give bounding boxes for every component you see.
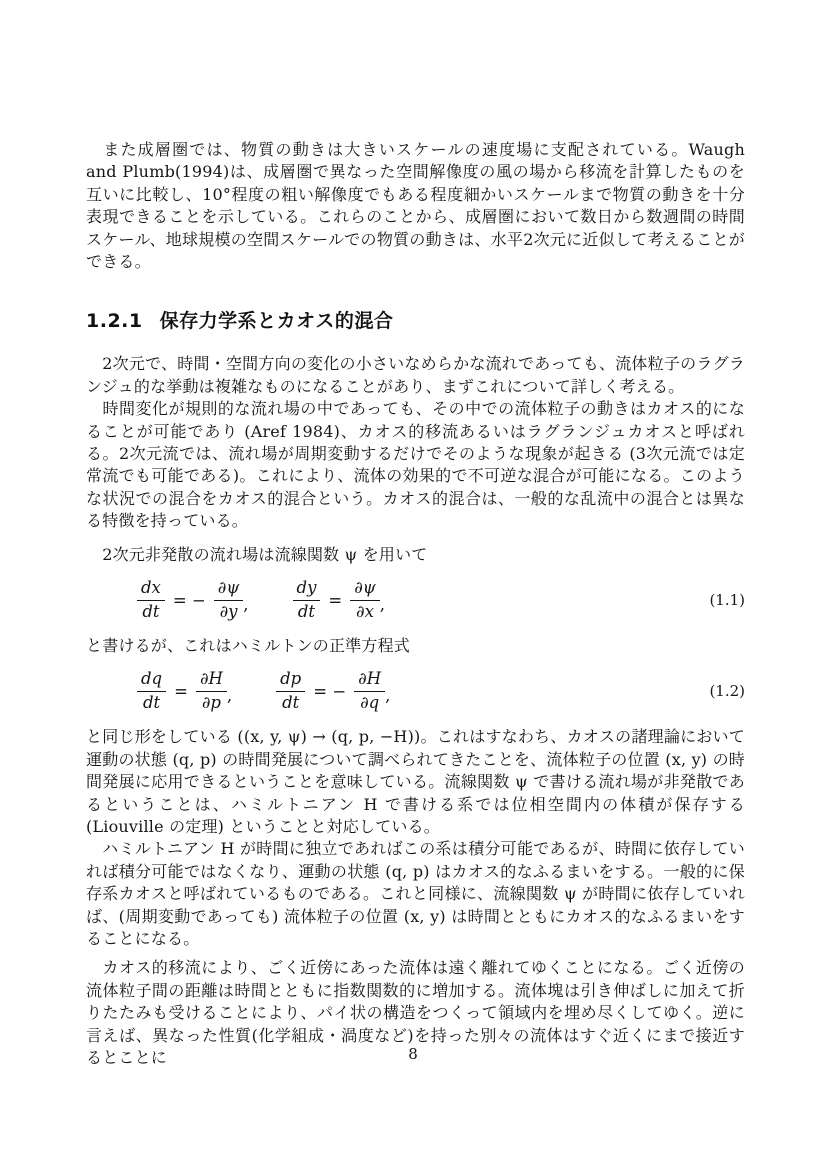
comma: ,	[385, 686, 391, 706]
fraction-denominator: ∂p	[201, 692, 221, 712]
fraction-dp-dt	[276, 670, 305, 712]
fraction-numerator: ∂ψ	[214, 579, 243, 600]
fraction-dx-dt	[137, 579, 165, 621]
paragraph-conservative-chaos: ハミルトニアン H が時間に独立であればこの系は積分可能であるが、時間に依存していれば積分可能ではなくなり、運動の状態 (q, p) はカオス的なふるまいをする。一般的に保存系カオスと呼ばれているものである。これと同様に、流線関数 ψ が時間に依存していれば、(周期変動であっても) 流体粒子の位置 (x, y) は時間とともにカオス的なふるまいをすることになる。	[86, 839, 745, 949]
paragraph-hamilton-canonical-intro: と書けるが、これはハミルトンの正準方程式	[86, 636, 411, 656]
equation-1-2	[86, 670, 745, 712]
fraction-numerator: dp	[276, 670, 305, 691]
equation-1-1	[86, 579, 745, 621]
equation-1-1-body	[137, 579, 385, 621]
page-number: 8	[408, 1045, 418, 1063]
fraction-numerator: ∂H	[354, 670, 385, 691]
equals-minus-sign: = −	[313, 681, 347, 701]
section-number: 1.2.1	[86, 310, 143, 333]
fraction-denominator: dt	[282, 692, 300, 712]
fraction-numerator: dq	[137, 670, 166, 691]
equals-sign: =	[174, 681, 188, 701]
fraction-dpsi-dx	[350, 579, 379, 621]
fraction-dH-dq	[354, 670, 385, 712]
paragraph-stratosphere-advection: また成層圏では、物質の動きは大きいスケールの速度場に支配されている。Waugh and Plumb(1994)は、成層圏で異なった空間解像度の風の場から移流を計算したものを互いに比較し、10°程度の粗い解像度でもある程度細かいスケールまで物質の動きを十分表現できることを示している。これらのことから、成層圏において数日から数週間の時間スケール、地球規模の空間スケールでの物質の動きは、水平2次元に近似して考えることができる。	[86, 140, 745, 272]
equation-number-1-1: (1.1)	[709, 591, 745, 610]
paragraph-lagrangian-behavior: 2次元で、時間・空間方向の変化の小さいなめらかな流れであっても、流体粒子のラグランジュ的な挙動は複雑なものになることがあり、まずこれについて詳しく考える。	[86, 354, 745, 396]
section-heading	[86, 306, 745, 333]
fraction-denominator: dt	[297, 601, 316, 621]
fraction-numerator: ∂ψ	[350, 579, 379, 600]
fraction-dq-dt	[137, 670, 166, 712]
fraction-numerator: dx	[137, 579, 165, 600]
comma: ,	[379, 595, 385, 615]
paragraph-chaotic-advection: 時間変化が規則的な流れ場の中であっても、その中での流体粒子の動きはカオス的になることが可能であり (Aref 1984)、カオス的移流あるいはラグランジュカオスと呼ばれる。2次元流では、流れ場が周期変動するだけでそのような現象が起きる (3次元流では定常流でも可能である)。これにより、流体の効果的で不可逆な混合が可能になる。このような状況での混合をカオス的混合という。カオス的混合は、一般的な乱流中の混合とは異なる特徴を持っている。	[86, 399, 745, 531]
comma: ,	[243, 595, 249, 615]
fraction-denominator: ∂q	[360, 692, 380, 712]
equals-minus-sign: = −	[172, 590, 206, 610]
fraction-denominator: ∂y	[219, 601, 238, 621]
fraction-dpsi-dy	[214, 579, 243, 621]
equation-number-1-2: (1.2)	[709, 682, 745, 701]
fraction-numerator: ∂H	[196, 670, 227, 691]
paragraph-hamiltonian-correspondence: と同じ形をしている ((x, y, ψ) → (q, p, −H))。これはすなわち、カオスの諸理論において運動の状態 (q, p) の時間発展について調べられてきたことを、流体粒子の位置 (x, y) の時間発展に応用できるということを意味している。流線関数 ψ で書ける流れ場が非発散であるということは、ハミルトニアン H で書ける系では位相空間内の体積が保存する (Liouville の定理) ということと対応している。	[86, 727, 745, 836]
section-title: 保存力学系とカオス的混合	[159, 310, 394, 333]
fraction-denominator: dt	[142, 601, 160, 621]
fraction-dH-dp	[196, 670, 227, 712]
paragraph-exponential-separation: カオス的移流により、ごく近傍にあった流体は遠く離れてゆくことになる。ごく近傍の流体粒子間の距離は時間とともに指数関数的に増加する。流体塊は引き伸ばしに加えて折りたたみも受けることにより、パイ状の構造をつくって領域内を埋め尽くしてゆく。逆に言えば、異なった性質(化学組成・渦度など)を持った別々の流体はすぐ近くにまで接近するとことに	[86, 958, 745, 1068]
comma: ,	[226, 686, 233, 706]
equals-sign: =	[328, 590, 343, 610]
equation-1-2-body	[137, 670, 390, 712]
paragraph-streamfunction-intro: 2次元非発散の流れ場は流線関数 ψ を用いて	[86, 544, 428, 564]
fraction-denominator: dt	[142, 692, 161, 712]
fraction-numerator: dy	[293, 579, 321, 600]
fraction-dy-dt	[293, 579, 321, 621]
fraction-denominator: ∂x	[356, 601, 374, 621]
